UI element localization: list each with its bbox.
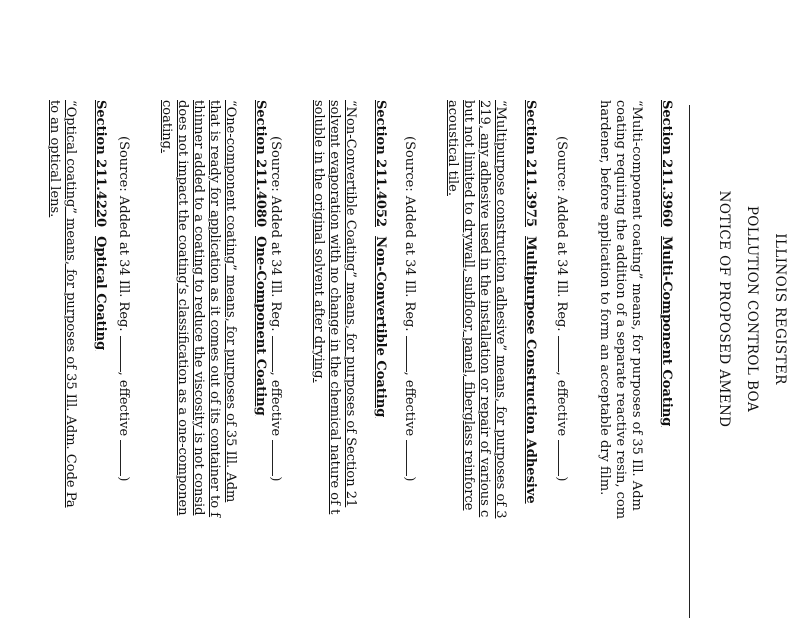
source-note — [267, 100, 284, 618]
section-number: Section 211.4080 — [253, 100, 268, 228]
section-title: Optical Coating — [93, 236, 108, 351]
body-line: 219, any adhesive used in the installation or repair of various c — [477, 100, 492, 518]
body-line: to an optical lens. — [47, 100, 62, 218]
body-line: does not impact the coating’s classification as a one-componen — [175, 100, 190, 516]
source-note — [401, 100, 418, 618]
section-number: Section 211.4052 — [373, 100, 388, 228]
body-line: solvent evaporation with no change in the chemical nature of t — [327, 100, 342, 515]
blank-field — [272, 440, 284, 476]
section-number: Section 211.4220 — [93, 100, 108, 228]
source-close: ) — [268, 476, 283, 482]
body-line: that is ready for application as it comes out of its container to f — [207, 100, 222, 518]
body-line: thinner added to a coating to reduce the viscosity is not consid — [191, 100, 206, 516]
header-line-2: POLLUTION CONTROL BOA — [744, 205, 760, 413]
blank-field — [120, 336, 132, 372]
section-title: Multipurpose Construction Adhesive — [523, 236, 538, 504]
source-note — [553, 100, 570, 618]
section-heading — [252, 100, 268, 618]
section-211-4080 — [115, 100, 268, 618]
body-line: acoustical tile. — [445, 100, 460, 196]
section-title: Multi-Component Coating — [659, 236, 674, 427]
source-effective: , effective — [554, 371, 569, 437]
section-number: Section 211.3960 — [659, 100, 674, 228]
section-title: One-Component Coating — [253, 236, 268, 416]
blank-field — [120, 440, 132, 476]
body-line: coating requiring the addition of a separate reactive resin, com — [613, 100, 628, 520]
source-label: (Source: Added at 34 Ill. Reg. — [402, 136, 417, 332]
section-heading — [658, 100, 674, 618]
body-line: “Non-Convertible Coating” means, for purposes of Section 21 — [343, 100, 358, 508]
source-effective: , effective — [268, 371, 283, 437]
body-line: “Multipurpose construction adhesive” means, for purposes of 3 — [493, 100, 508, 519]
section-211-4052 — [267, 100, 388, 618]
section-heading — [92, 100, 108, 618]
source-label: (Source: Added at 34 Ill. Reg. — [116, 136, 131, 332]
header-line-1: ILLINOIS REGISTER — [772, 233, 788, 385]
body-line: coating. — [159, 100, 174, 154]
section-number: Section 211.3975 — [523, 100, 538, 228]
header-line-3: NOTICE OF PROPOSED AMEND — [716, 190, 732, 428]
source-close: ) — [554, 476, 569, 482]
section-211-3960 — [553, 100, 674, 618]
source-effective: , effective — [116, 371, 131, 437]
body-line: “Multi-component coating” means, for purposes of 35 Ill. Adm — [629, 100, 644, 511]
blank-field — [558, 440, 570, 476]
section-heading — [372, 100, 388, 618]
source-label: (Source: Added at 34 Ill. Reg. — [268, 136, 283, 332]
source-close: ) — [402, 476, 417, 482]
source-label: (Source: Added at 34 Ill. Reg. — [554, 136, 569, 332]
source-close: ) — [116, 476, 131, 482]
body-line: “Optical coating” means, for purposes of 35 Ill. Adm. Code Pa — [63, 100, 78, 508]
body-line: “One-component coating” means, for purposes of 35 Ill. Adm — [223, 100, 238, 503]
blank-field — [406, 440, 418, 476]
header-rule — [689, 105, 690, 618]
blank-field — [558, 336, 570, 372]
section-title: Non-Convertible Coating — [373, 236, 388, 418]
body-line: but not limited to drywall, subfloor, panel, fiberglass reinforce — [461, 100, 476, 511]
source-effective: , effective — [402, 371, 417, 437]
section-211-3975 — [401, 100, 538, 618]
section-211-4220 — [46, 100, 108, 618]
blank-field — [406, 336, 418, 372]
blank-field — [272, 336, 284, 372]
body-line: hardener, before application to form an acceptable dry film. — [597, 100, 612, 496]
section-heading — [522, 100, 538, 618]
body-line: soluble in the original solvent after drying. — [311, 100, 326, 383]
source-note — [115, 100, 132, 618]
